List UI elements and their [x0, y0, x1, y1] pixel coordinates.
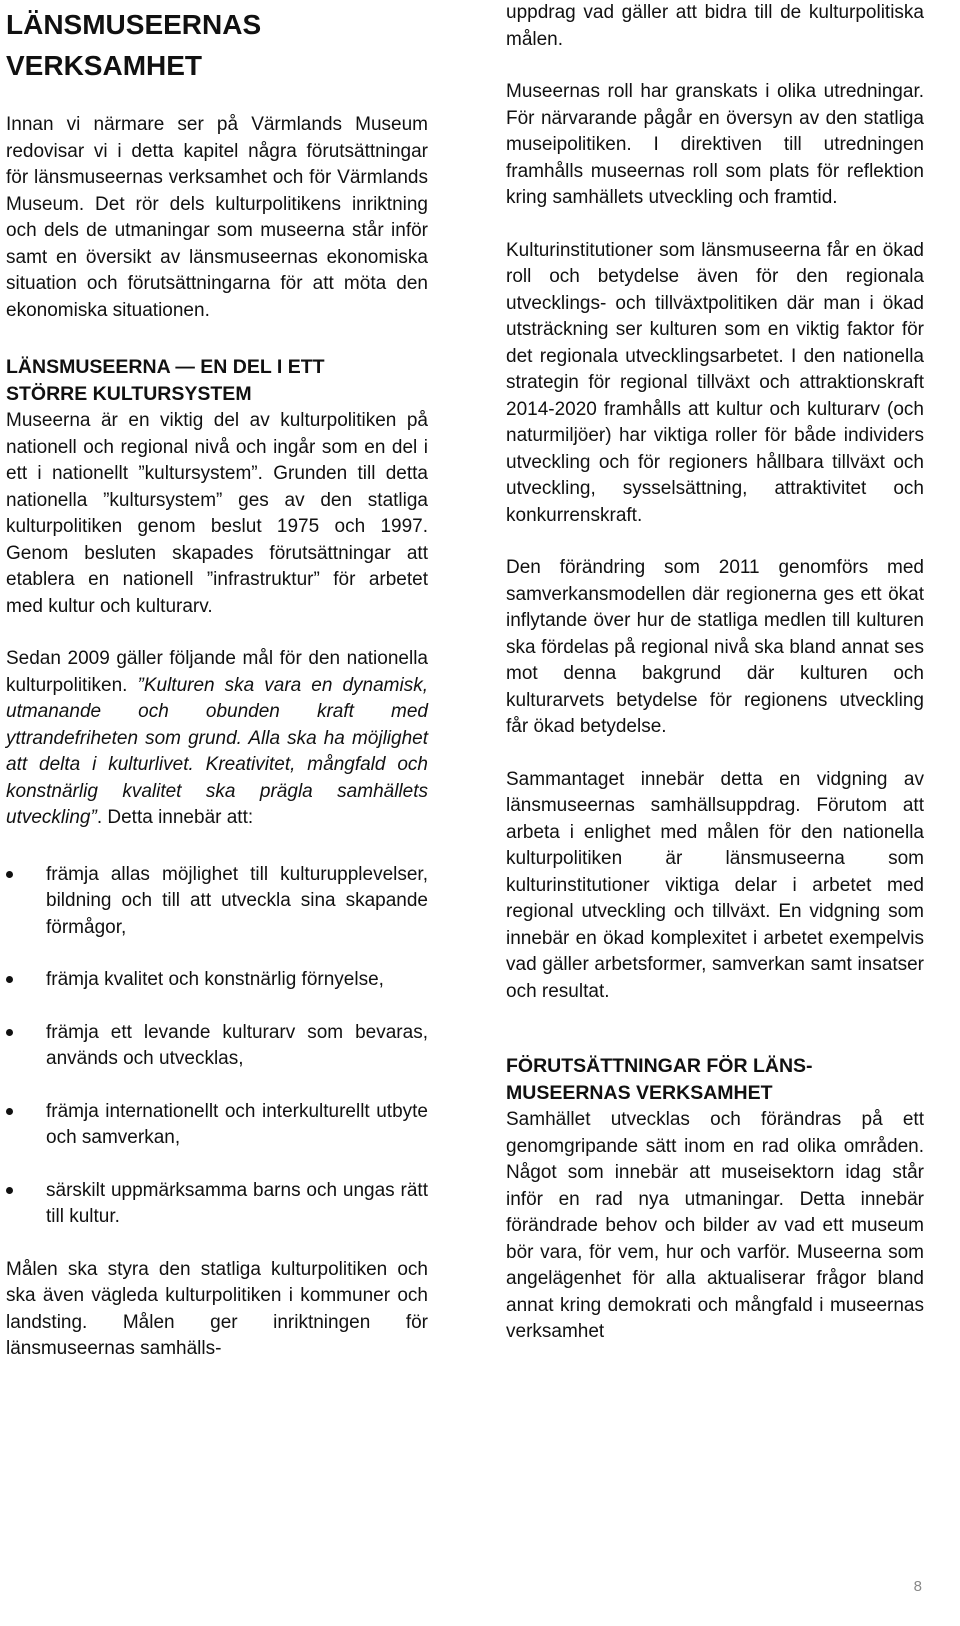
museum-role-paragraph: Museernas roll har granskats i olika utredningar. För närvarande pågår en översyn av den statliga museipolitiken. I direktiven till utredningen framhålls museernas roll som plats för reflektion kring samhällets utveckling och framtid.: [506, 81, 924, 208]
bullet-dot-icon: [6, 1029, 13, 1036]
bullet-item: främja kvalitet och konstnärlig förnyelse,: [6, 967, 428, 994]
bullet-item: främja internationellt och interkulturellt utbyte och samverkan,: [6, 1099, 428, 1152]
left-column: [6, 0, 428, 1363]
goals-intro: Sedan 2009 gäller följande mål för den nationella kulturpolitiken.: [6, 648, 428, 696]
bullet-item: främja ett levande kulturarv som bevaras, används och utvecklas,: [6, 1020, 428, 1073]
bullet-item: främja allas möjlighet till kulturupplevelser, bildning och till att utveckla sina skapande förmågor,: [6, 862, 428, 942]
section-heading-line-2: STÖRRE KULTURSYSTEM: [6, 383, 252, 405]
section-heading-forutsattningar: [506, 1053, 924, 1107]
goals-quote: ”Kulturen ska vara en dynamisk, utmanande och obunden kraft med yttrandefriheten som grund. Alla ska ha möjlighet att delta i kulturlivet. Kreativitet, mångfald och konstnärlig kvalitet ska prägla samhällets utveckling”: [6, 674, 429, 828]
cultural-institutions-paragraph: Kulturinstitutioner som länsmuseerna får en ökad roll och betydelse även för den regionala utvecklings- och tillväxtpolitiken där man i ökad utsträckning ser kulturen som en viktig faktor för det regionala utvecklingsarbetet. I den nationella strategin för regional tillväxt och attraktionskraft 2014-2020 framhålls att kultur och kulturarv (och naturmiljöer) har viktiga roller för både individers utveckling och för regioners hållbara tillväxt och utveckling, sysselsättning, attraktivitet och konkurrenskraft.: [506, 239, 924, 526]
page-number: 8: [913, 1578, 922, 1595]
summary-paragraph: Sammantaget innebär detta en vidgning av länsmuseernas samhällsuppdrag. Förutom att arbeta i enlighet med målen för den nationella kulturpolitiken är länsmuseerna som kulturinstitutioner viktiga delar i arbetet med regional utveckling och tillväxt. En vidgning som innebär en ökad komplexitet i arbetet exempelvis vad gäller arbetsformer, samverkan samt insatser och resultat.: [506, 768, 924, 1002]
section-heading-line-1: LÄNSMUSEERNA — EN DEL I ETT: [6, 356, 325, 378]
goals-paragraph: [6, 646, 428, 832]
section-heading-line-2: MUSEERNAS VERKSAMHET: [506, 1082, 773, 1104]
bullet-dot-icon: [6, 871, 13, 878]
bullet-item: särskilt uppmärksamma barns och ungas rätt till kultur.: [6, 1178, 428, 1231]
closing-paragraph: Målen ska styra den statliga kulturpolitiken och ska även vägleda kulturpolitiken i kommuner och landsting. Målen ger inriktningen för länsmuseernas samhälls-: [6, 1258, 428, 1359]
section-heading-line-1: FÖRUTSÄTTNINGAR FÖR LÄNS-: [506, 1055, 813, 1077]
bullet-dot-icon: [6, 1108, 13, 1115]
intro-paragraph: Innan vi närmare ser på Värmlands Museum redovisar vi i detta kapitel några förutsättningar för länsmuseernas verksamhet och för Värmlands Museum. Det rör dels kulturpolitikens inriktning och dels de utmaningar som museerna står inför samt en översikt av länsmuseernas ekonomiska situation och förutsättningarna för att möta den ekonomiska situationen.: [6, 114, 428, 321]
kultursystem-paragraph: Museerna är en viktig del av kulturpolitiken på nationell och regional nivå och ingår som en del i ett i nationellt ”kultursystem”. Grunden till detta nationella ”kultursystem” ges av den statliga kulturpolitiken genom beslut 1975 och 1997. Genom besluten skapades förutsättningar att etablera en nationell ”infrastruktur” för arbetet med kultur och kulturarv.: [6, 410, 428, 617]
continuation-paragraph: uppdrag vad gäller att bidra till de kulturpolitiska målen.: [506, 2, 924, 50]
forutsattningar-paragraph: Samhället utvecklas och förändras på ett genomgripande sätt inom en rad olika områden. Något som innebär att museisektorn idag står inför en rad nya utmaningar. Detta innebär förändrade behov och bilder av vad ett museum bör vara, för vem, hur och varför. Museerna som angelägenhet för alla aktualiserar frågor bland annat kring demokrati och mångfald i museernas verksamhet: [506, 1109, 924, 1342]
bullet-dot-icon: [6, 976, 13, 983]
bullet-dot-icon: [6, 1187, 13, 1194]
goals-bullet-list: [6, 862, 428, 1231]
right-column: [506, 0, 924, 1346]
change-2011-paragraph: Den förändring som 2011 genomförs med samverkansmodellen där regionerna ges ett ökat inflytande över hur de statliga medlen till kulturen ska fördelas på regional nivå ska bland annat ses mot denna bakgrund där kulturen och kulturarvets betydelse för regionens utveckling får ökad betydelse.: [506, 557, 924, 737]
section-heading-kultursystem: [6, 354, 428, 408]
chapter-title-line-2: VERKSAMHET: [6, 50, 203, 81]
goals-after: . Detta innebär att:: [96, 807, 254, 828]
chapter-title: [6, 0, 428, 86]
chapter-title-line-1: LÄNSMUSEERNAS: [6, 9, 262, 40]
